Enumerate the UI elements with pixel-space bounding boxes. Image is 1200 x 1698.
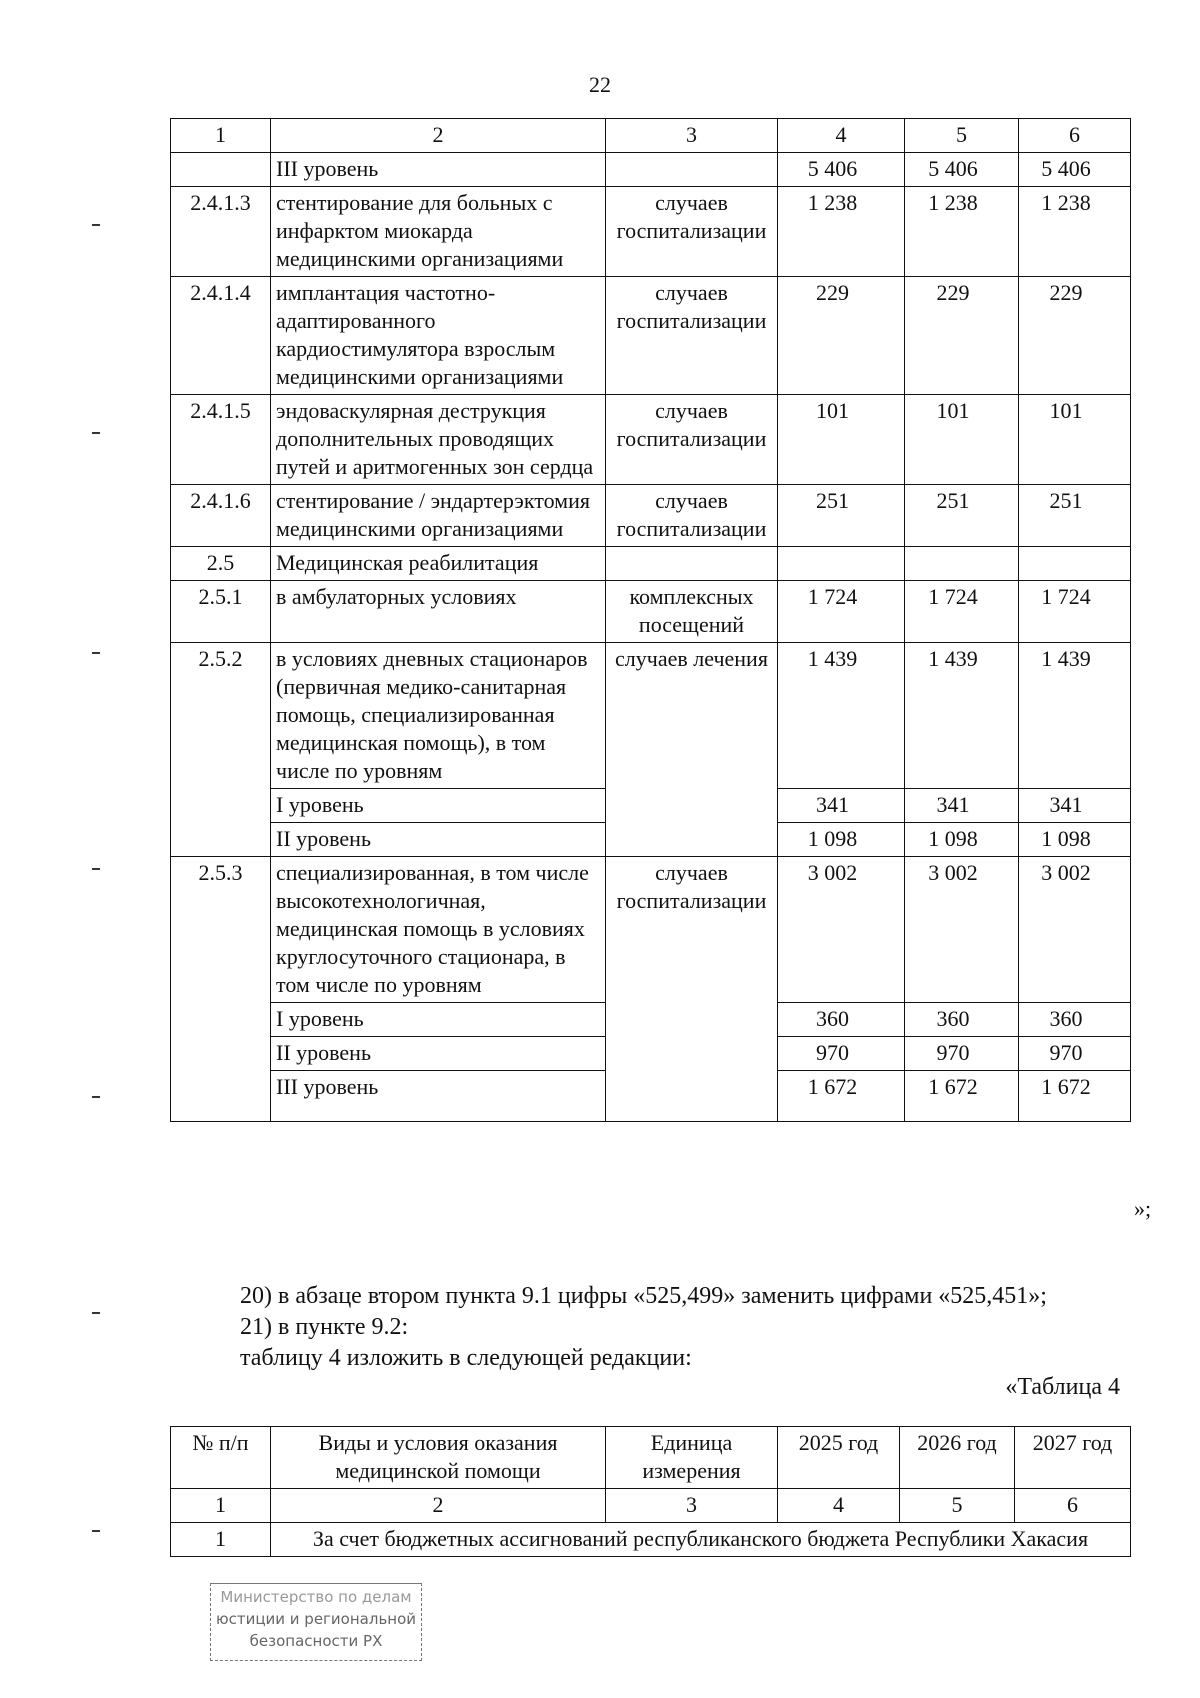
table-row bbox=[171, 153, 1131, 187]
value-2026: 229 bbox=[905, 277, 1019, 395]
stamp-line: юстиции и региональной bbox=[215, 1610, 417, 1628]
value-2025: 229 bbox=[778, 277, 905, 395]
table-row bbox=[171, 547, 1131, 581]
value-2026: 1 098 bbox=[905, 823, 1019, 857]
row-unit bbox=[606, 153, 778, 187]
row-description: I уровень bbox=[271, 1003, 606, 1037]
table-row bbox=[171, 187, 1131, 277]
main-table bbox=[170, 118, 1131, 1122]
value-2025: 5 406 bbox=[778, 153, 905, 187]
scan-artifact bbox=[92, 432, 100, 434]
row-unit: комплексных посещений bbox=[606, 581, 778, 643]
value-2026: 101 bbox=[905, 395, 1019, 485]
row-code: 2.4.1.6 bbox=[171, 485, 271, 547]
stamp-line: безопасности РХ bbox=[249, 1632, 383, 1650]
header-cell: 5 bbox=[905, 119, 1019, 153]
row-unit: случаев госпитализации bbox=[606, 187, 778, 277]
scan-artifact bbox=[92, 224, 100, 226]
table-row bbox=[171, 643, 1131, 789]
column-number: 1 bbox=[171, 1489, 271, 1523]
header-year-2026: 2026 год bbox=[900, 1427, 1015, 1489]
row-unit: случаев лечения bbox=[606, 643, 778, 857]
table-row bbox=[171, 581, 1131, 643]
value-2025: 360 bbox=[778, 1003, 905, 1037]
row-description: эндоваскулярная деструкция дополнительных проводящих путей и аритмогенных зон сердца bbox=[271, 395, 606, 485]
value-2027: 1 672 bbox=[1019, 1071, 1131, 1122]
scan-artifact bbox=[92, 1096, 100, 1098]
value-2026: 251 bbox=[905, 485, 1019, 547]
header-cell: 6 bbox=[1019, 119, 1131, 153]
value-2025: 1 098 bbox=[778, 823, 905, 857]
row-code: 1 bbox=[171, 1523, 271, 1557]
header-number: № п/п bbox=[171, 1427, 271, 1489]
scan-artifact bbox=[92, 1312, 100, 1314]
table-row bbox=[171, 485, 1131, 547]
scan-artifact bbox=[92, 652, 100, 654]
row-code: 2.4.1.5 bbox=[171, 395, 271, 485]
value-2027: 1 098 bbox=[1019, 823, 1131, 857]
value-2026: 341 bbox=[905, 789, 1019, 823]
header-care-type: Виды и условия оказания медицинской помощи bbox=[271, 1427, 606, 1489]
registration-stamp bbox=[210, 1583, 422, 1661]
row-code: 2.4.1.4 bbox=[171, 277, 271, 395]
value-2026: 1 724 bbox=[905, 581, 1019, 643]
row-unit: случаев госпитализации bbox=[606, 857, 778, 1122]
value-2027: 1 439 bbox=[1019, 643, 1131, 789]
row-unit: случаев госпитализации bbox=[606, 395, 778, 485]
column-number: 6 bbox=[1015, 1489, 1131, 1523]
funding-source-row: За счет бюджетных ассигнований республиканского бюджета Республики Хакасия bbox=[271, 1523, 1131, 1557]
table-row bbox=[171, 277, 1131, 395]
scan-artifact bbox=[92, 1530, 100, 1532]
value-2026: 1 439 bbox=[905, 643, 1019, 789]
value-2025: 341 bbox=[778, 789, 905, 823]
closing-quote: »; bbox=[1134, 1196, 1152, 1221]
stamp-line: Министерство по делам bbox=[220, 1588, 412, 1606]
value-2027: 970 bbox=[1019, 1037, 1131, 1071]
table-row bbox=[171, 395, 1131, 485]
value-2025: 3 002 bbox=[778, 857, 905, 1003]
row-description: стентирование / эндартерэктомия медицинскими организациями bbox=[271, 485, 606, 547]
row-description: Медицинская реабилитация bbox=[271, 547, 606, 581]
value-2026: 3 002 bbox=[905, 857, 1019, 1003]
value-2026: 1 672 bbox=[905, 1071, 1019, 1122]
row-description: в условиях дневных стационаров (первичная медико-санитарная помощь, специализированная медицинская помощь), в том числе по уровням bbox=[271, 643, 606, 789]
header-cell: 4 bbox=[778, 119, 905, 153]
table-4-caption: «Таблица 4 bbox=[1005, 1374, 1120, 1400]
row-description: I уровень bbox=[271, 789, 606, 823]
row-code: 2.5.3 bbox=[171, 857, 271, 1122]
row-unit bbox=[606, 547, 778, 581]
table-4 bbox=[170, 1426, 1131, 1557]
header-year-2025: 2025 год bbox=[778, 1427, 900, 1489]
table-4-header-row bbox=[171, 1427, 1131, 1489]
value-2026: 1 238 bbox=[905, 187, 1019, 277]
value-2027: 1 238 bbox=[1019, 187, 1131, 277]
value-2027: 360 bbox=[1019, 1003, 1131, 1037]
amendment-paragraph-20: 20) в абзаце втором пункта 9.1 цифры «525,499» заменить цифрами «525,451»; bbox=[240, 1283, 1047, 1309]
header-cell: 2 bbox=[271, 119, 606, 153]
column-number: 4 bbox=[778, 1489, 900, 1523]
scan-artifact bbox=[92, 868, 100, 870]
row-code bbox=[171, 153, 271, 187]
row-code: 2.5.1 bbox=[171, 581, 271, 643]
row-description: II уровень bbox=[271, 1037, 606, 1071]
value-2027: 3 002 bbox=[1019, 857, 1131, 1003]
table-row bbox=[171, 857, 1131, 1003]
row-description: стентирование для больных с инфарктом миокарда медицинскими организациями bbox=[271, 187, 606, 277]
row-description: специализированная, в том числе высокотехнологичная, медицинская помощь в условиях круглосуточного стационара, в том числе по уровням bbox=[271, 857, 606, 1003]
amendment-paragraph-21: 21) в пункте 9.2: bbox=[240, 1314, 409, 1340]
column-number: 3 bbox=[606, 1489, 778, 1523]
value-2025: 970 bbox=[778, 1037, 905, 1071]
value-2026 bbox=[905, 547, 1019, 581]
value-2027: 1 724 bbox=[1019, 581, 1131, 643]
row-description: III уровень bbox=[271, 1071, 606, 1122]
value-2025 bbox=[778, 547, 905, 581]
table-row bbox=[171, 1523, 1131, 1557]
value-2027: 229 bbox=[1019, 277, 1131, 395]
value-2025: 1 724 bbox=[778, 581, 905, 643]
header-year-2027: 2027 год bbox=[1015, 1427, 1131, 1489]
value-2026: 360 bbox=[905, 1003, 1019, 1037]
value-2026: 5 406 bbox=[905, 153, 1019, 187]
row-description: в амбулаторных условиях bbox=[271, 581, 606, 643]
table-header-row bbox=[171, 119, 1131, 153]
value-2025: 1 439 bbox=[778, 643, 905, 789]
amendment-instruction: таблицу 4 изложить в следующей редакции: bbox=[240, 1345, 692, 1371]
row-description: III уровень bbox=[271, 153, 606, 187]
row-unit: случаев госпитализации bbox=[606, 485, 778, 547]
value-2025: 1 238 bbox=[778, 187, 905, 277]
row-unit: случаев госпитализации bbox=[606, 277, 778, 395]
value-2027: 251 bbox=[1019, 485, 1131, 547]
value-2027: 101 bbox=[1019, 395, 1131, 485]
value-2027: 341 bbox=[1019, 789, 1131, 823]
row-code: 2.5.2 bbox=[171, 643, 271, 857]
header-cell: 3 bbox=[606, 119, 778, 153]
column-number: 2 bbox=[271, 1489, 606, 1523]
row-code: 2.4.1.3 bbox=[171, 187, 271, 277]
row-description: II уровень bbox=[271, 823, 606, 857]
value-2026: 970 bbox=[905, 1037, 1019, 1071]
header-cell: 1 bbox=[171, 119, 271, 153]
page-number: 22 bbox=[589, 72, 611, 97]
row-description: имплантация частотно-адаптированного кардиостимулятора взрослым медицинскими организациями bbox=[271, 277, 606, 395]
value-2025: 101 bbox=[778, 395, 905, 485]
table-4-number-row bbox=[171, 1489, 1131, 1523]
column-number: 5 bbox=[900, 1489, 1015, 1523]
value-2027: 5 406 bbox=[1019, 153, 1131, 187]
row-code: 2.5 bbox=[171, 547, 271, 581]
value-2027 bbox=[1019, 547, 1131, 581]
header-unit: Единица измерения bbox=[606, 1427, 778, 1489]
value-2025: 251 bbox=[778, 485, 905, 547]
value-2025: 1 672 bbox=[778, 1071, 905, 1122]
